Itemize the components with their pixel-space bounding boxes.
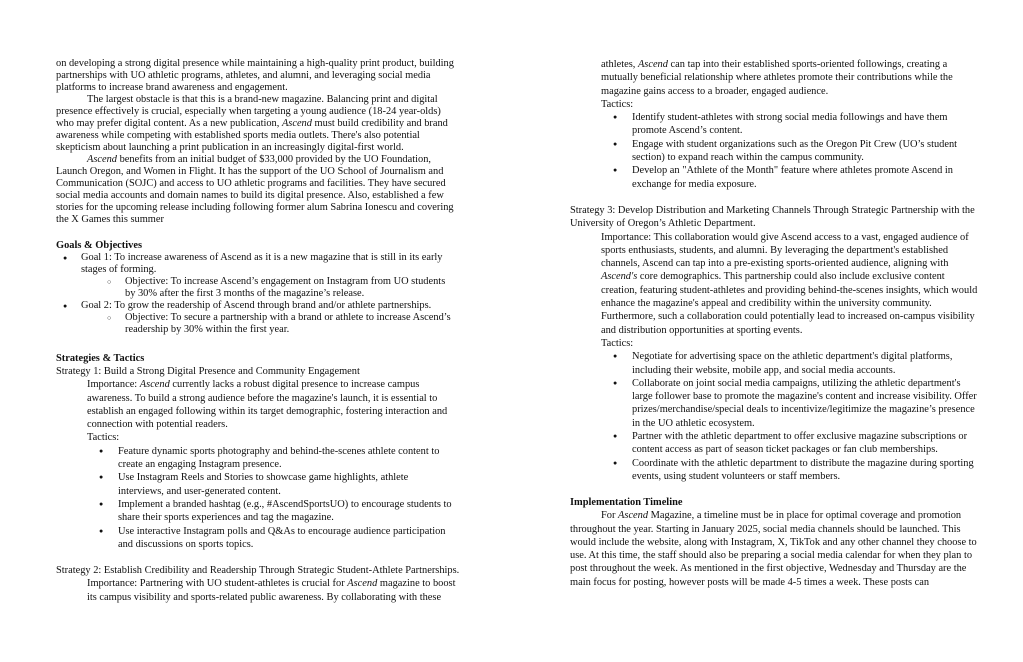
strategy-3-title: Strategy 3: Develop Distribution and Marketing Channels Through Strategic Partnership with the University of Oregon’s Athletic Department. xyxy=(570,204,975,230)
resources-paragraph xyxy=(56,154,456,226)
objective-1: ○ Objective: To increase Ascend’s engagement on Instagram from UO students by 30% after the first 3 months of the magazine’s release. xyxy=(56,276,456,300)
ascend-italic: Ascend xyxy=(139,379,170,391)
strategy-1-importance xyxy=(56,378,456,431)
tactic-item: ● Engage with student organizations such as the Oregon Pit Crew (UO’s student section) to expand reach within the campus community. xyxy=(601,138,980,165)
strategy-3-importance xyxy=(570,231,980,337)
right-page xyxy=(570,58,980,589)
tactic-item: ● Use Instagram Reels and Stories to showcase game highlights, athlete interviews, and user-generated content. xyxy=(87,471,456,498)
tactic-item: ● Implement a branded hashtag (e.g., #AscendSportsUO) to encourage students to share their sports experiences and tag the magazine. xyxy=(87,498,456,525)
importance-text: currently lacks a robust digital presence to increase campus awareness. To build a strong audience before the magazine's launch, it is essential to establish an engaged following within its target demographic, fostering interaction and connection with potential readers. xyxy=(87,379,448,431)
timeline-text-2: Magazine, a timeline must be in place for optimal coverage and promotion throughout the year. Starting in January 2025, social media channels should be launched. This would include the website, along with Instagram, X, TikTok and any other channel they choose to use. At this time, the staff should also be preparing a social media calendar for when they plan to post throughout the week. As mentioned in the first objective, Wednesday and Thursday are the main focus for posting, however posts will be made 4-5 times a week. These posts can xyxy=(570,510,977,588)
goals-list xyxy=(56,252,456,336)
importance-text-2: core demographics. This partnership could also include exclusive content creation, featuring student-athletes and providing behind-the-scenes insights, which would enhance the magazine's appeal and credibility within the university community. Furthermore, such a collaboration could potentially lead to increased on-campus visibility and distribution opportunities at sporting events. xyxy=(601,271,978,336)
importance-text-2: magazine to boost its campus visibility and sports-related public awareness. By collaborating with these xyxy=(87,578,456,603)
strategy-1-tactics xyxy=(56,445,456,551)
resources-text: benefits from an initial budget of $33,000 provided by the UO Foundation, Launch Oregon, and Women in Flight. It has the support of the UO School of Journalism and Communication (SOJC) and access to UO athletic programs and facilities. They have secured social media accounts and domain names to build its digital presence. Also, established a few stories for the upcoming release including following former alum Sabrina Ionescu and covering the X Games this summer xyxy=(56,154,454,225)
strategy-2-importance-continued xyxy=(570,58,980,98)
strategy-3-tactics xyxy=(570,350,980,483)
goals-heading: Goals & Objectives xyxy=(56,240,142,251)
goal-2: ● Goal 2: To grow the readership of Ascend through brand and/or athlete partnerships. xyxy=(56,300,456,312)
obstacle-paragraph xyxy=(56,94,456,154)
tactic-item: ● Partner with the athletic department to offer exclusive magazine subscriptions or content access as part of season ticket packages or fan club memberships. xyxy=(601,430,980,457)
tactic-item: ● Coordinate with the athletic department to distribute the magazine during sporting events, using student volunteers or staff members. xyxy=(601,457,980,484)
tactic-item: ● Identify student-athletes with strong social media followings and have them promote Ascend’s content. xyxy=(601,111,980,138)
strategies-heading: Strategies & Tactics xyxy=(56,353,145,364)
tactics-label: Tactics: xyxy=(601,337,634,349)
tactic-item: ● Negotiate for advertising space on the athletic department's digital platforms, including their website, mobile app, and social media accounts. xyxy=(601,350,980,377)
strategy-2-title: Strategy 2: Establish Credibility and Readership Through Strategic Student-Athlete Partnerships. xyxy=(56,565,460,577)
timeline-paragraph xyxy=(570,509,980,589)
tactic-item: ● Collaborate on joint social media campaigns, utilizing the athletic department's large follower base to promote the magazine's content and increase visibility. Offer prizes/merchandise/special deals to incentivize/legitimize the magazine’s presence in the UO athletic ecosystem. xyxy=(601,377,980,430)
ascend-italic: Ascend xyxy=(281,118,312,129)
ascend-italic: Ascend xyxy=(87,154,118,165)
tactic-item: ● Use interactive Instagram polls and Q&As to encourage audience participation and discussions on sports topics. xyxy=(87,525,456,552)
timeline-text-1: For xyxy=(601,510,619,522)
obstacle-text-2: must build credibility and brand awareness while competing with established sports media outlets. There's also potential skepticism about launching a print publication in an increasingly digital-first world. xyxy=(56,118,448,153)
importance-text-1: Importance: Partnering with UO student-athletes is crucial for xyxy=(87,578,348,590)
goal-1: ● Goal 1: To increase awareness of Ascend as it is a new magazine that is still in its early stages of forming. xyxy=(56,252,456,276)
obstacle-text-1: The largest obstacle is that this is a brand-new magazine. Balancing print and digital presence effectively is crucial, especially when targeting a young audience (18-24 year-olds) who may prefer digital content. As a new publication, xyxy=(56,94,441,129)
continued-text-1: athletes, xyxy=(601,59,638,70)
tactic-item: ● Develop an "Athlete of the Month" feature where athletes promote Ascend in exchange for media exposure. xyxy=(601,164,980,191)
strategy-2-importance xyxy=(56,577,456,604)
intro-continuation: on developing a strong digital presence while maintaining a high-quality print product, building partnerships with UO athletic programs, athletes, and alumni, and leveraging social media platforms to increase brand awareness and engagement. xyxy=(56,58,454,93)
importance-label: Importance: xyxy=(87,379,140,391)
ascend-italic: Ascend xyxy=(347,578,378,590)
objective-2: ○ Objective: To secure a partnership with a brand or athlete to increase Ascend’s readership by 30% within the first year. xyxy=(56,312,456,336)
tactic-item: ● Feature dynamic sports photography and behind-the-scenes athlete content to create an engaging Instagram presence. xyxy=(87,445,456,472)
ascend-italic: Ascend xyxy=(637,59,668,70)
ascend-italic: Ascend's xyxy=(601,271,638,283)
strategy-1-title: Strategy 1: Build a Strong Digital Presence and Community Engagement xyxy=(56,366,360,377)
continued-text-2: can tap into their established sports-oriented followings, creating a mutually beneficial relationship where athletes promote their contributions while the magazine gains access to a broader, engaged audience. xyxy=(601,59,953,97)
tactics-label: Tactics: xyxy=(87,432,120,444)
tactics-label: Tactics: xyxy=(601,98,634,110)
timeline-heading: Implementation Timeline xyxy=(570,497,683,509)
importance-text-1: Importance: This collaboration would give Ascend access to a vast, engaged audience of sports enthusiasts, students, and alumni. By leveraging the department's established channels, Ascend can tap into a pre-existing sports-oriented audience, aligning with xyxy=(601,231,969,270)
ascend-italic: Ascend xyxy=(618,510,649,522)
left-page xyxy=(56,58,460,604)
strategy-2-tactics xyxy=(570,111,980,191)
